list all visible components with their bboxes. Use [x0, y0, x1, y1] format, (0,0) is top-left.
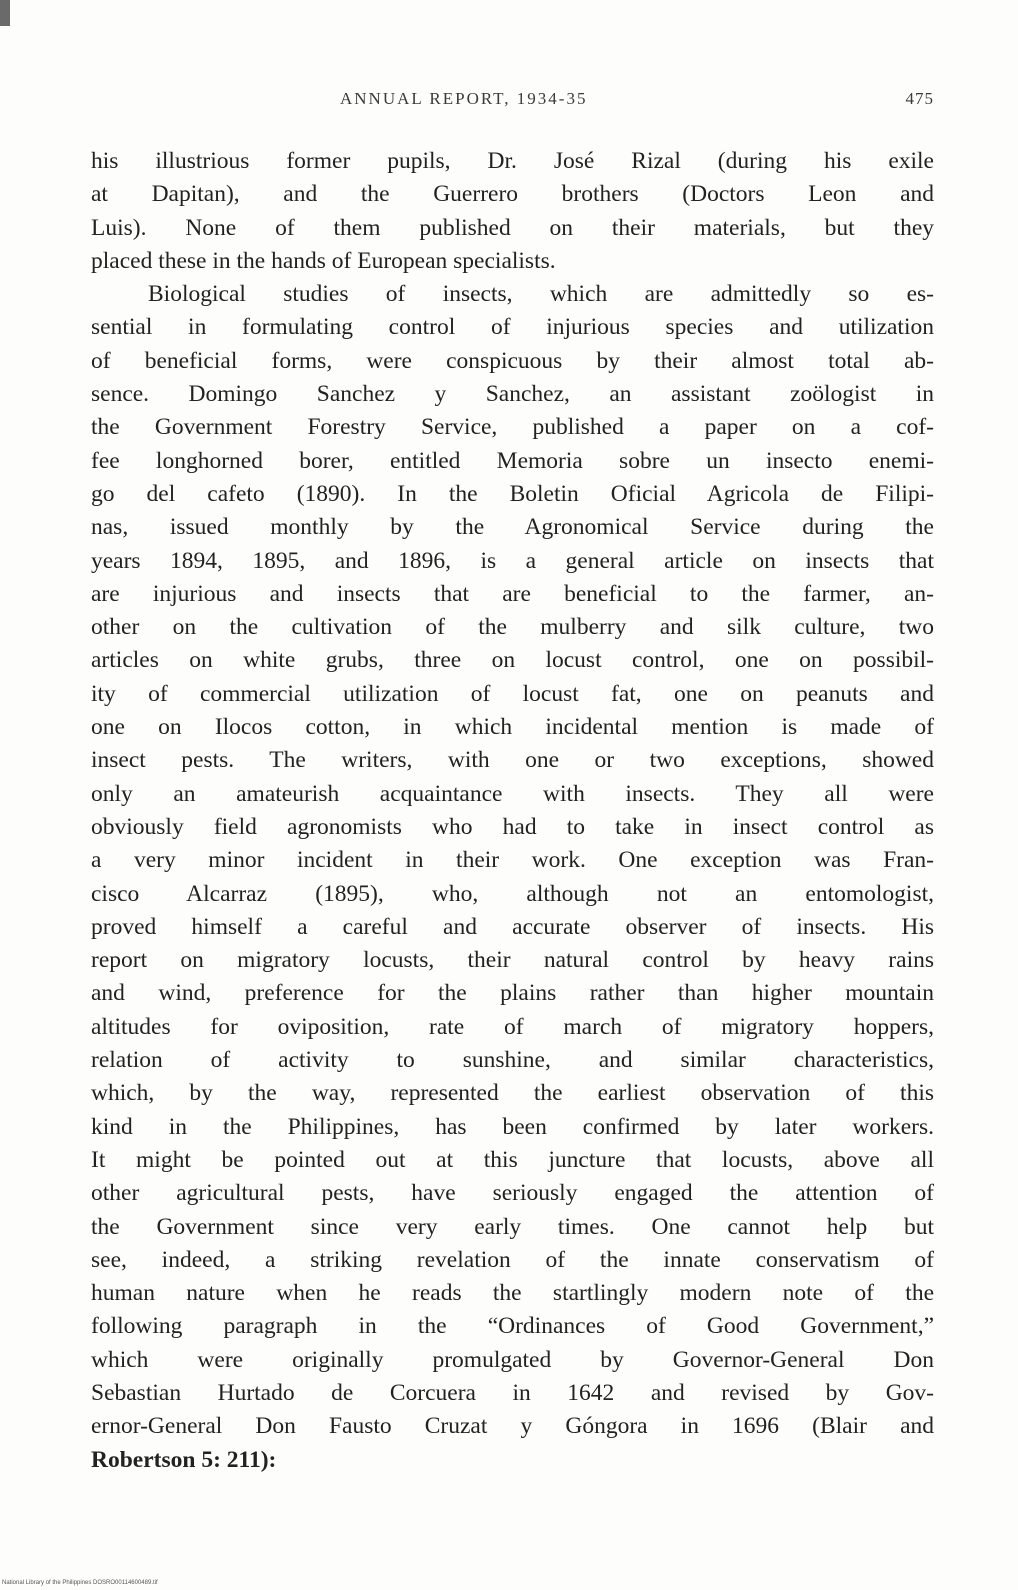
running-title: ANNUAL REPORT, 1934-35 — [340, 89, 588, 108]
text-line: other on the cultivation of the mulberry and silk culture, two — [91, 614, 934, 641]
text-line: see, indeed, a striking revelation of the innate conservatism of — [91, 1246, 934, 1273]
text-line: are injurious and insects that are beneficial to the farmer, an- — [91, 580, 934, 607]
text-line: other agricultural pests, have seriously engaged the attention of — [91, 1180, 934, 1207]
text-line: articles on white grubs, three on locust control, one on possibil- — [91, 647, 934, 674]
text-line: sence. Domingo Sanchez y Sanchez, an assistant zoölogist in — [91, 381, 934, 408]
text-line: sential in formulating control of injurious species and utilization — [91, 314, 934, 341]
page-number: 475 — [905, 89, 934, 108]
text-line: Luis). None of them published on their materials, but they — [91, 214, 934, 241]
text-line: a very minor incident in their work. One exception was Fran- — [91, 847, 934, 874]
text-line: Sebastian Hurtado de Corcuera in 1642 and revised by Gov- — [91, 1379, 934, 1406]
text-line: following paragraph in the “Ordinances of Good Government,” — [91, 1313, 934, 1340]
text-line: which were originally promulgated by Governor-General Don — [91, 1346, 934, 1373]
text-line: which, by the way, represented the earliest observation of this — [91, 1080, 934, 1107]
text-line: the Government since very early times. One cannot help but — [91, 1213, 934, 1240]
text-line: fee longhorned borer, entitled Memoria sobre un insecto enemi- — [91, 447, 934, 474]
text-line: ity of commercial utilization of locust fat, one on peanuts and — [91, 680, 934, 707]
text-line: proved himself a careful and accurate observer of insects. His — [91, 913, 934, 940]
text-line: go del cafeto (1890). In the Boletin Oficial Agricola de Filipi- — [91, 480, 934, 507]
text-line: It might be pointed out at this juncture that locusts, above all — [91, 1146, 934, 1173]
text-line: years 1894, 1895, and 1896, is a general article on insects that — [91, 547, 934, 574]
text-line: ernor-General Don Fausto Cruzat y Góngora in 1696 (Blair and — [91, 1413, 934, 1440]
text-line: nas, issued monthly by the Agronomical Service during the — [91, 514, 934, 541]
text-line: of beneficial forms, were conspicuous by their almost total ab- — [91, 347, 934, 374]
text-line: obviously field agronomists who had to take in insect control as — [91, 813, 934, 840]
text-line: at Dapitan), and the Guerrero brothers (Doctors Leon and — [91, 181, 934, 208]
text-line: cisco Alcarraz (1895), who, although not an entomologist, — [91, 880, 934, 907]
text-line: and wind, preference for the plains rather than higher mountain — [91, 980, 934, 1007]
text-line: his illustrious former pupils, Dr. José Rizal (during his exile — [91, 148, 934, 174]
text-line: placed these in the hands of European specialists. — [91, 247, 556, 274]
text-line: insect pests. The writers, with one or two exceptions, showed — [91, 747, 934, 774]
text-line: human nature when he reads the startlingly modern note of the — [91, 1280, 934, 1307]
scan-credit: National Library of the Philippines DOSRO00114600489.tif — [2, 1580, 158, 1586]
text-line: altitudes for oviposition, rate of march of migratory hoppers, — [91, 1013, 934, 1040]
text-line: only an amateurish acquaintance with insects. They all were — [91, 780, 934, 807]
text-line: the Government Forestry Service, published a paper on a cof- — [91, 414, 934, 441]
text-line: Biological studies of insects, which are admittedly so es- — [148, 281, 934, 308]
text-line: one on Ilocos cotton, in which incidental mention is made of — [91, 714, 934, 741]
running-header — [96, 89, 934, 113]
body-text — [91, 145, 934, 1477]
scan-edge-mark — [0, 0, 10, 26]
text-line: kind in the Philippines, has been confirmed by later workers. — [91, 1113, 934, 1140]
text-line: report on migratory locusts, their natural control by heavy rains — [91, 947, 934, 974]
text-line: Robertson 5: 211): — [91, 1446, 277, 1473]
text-line: relation of activity to sunshine, and similar characteristics, — [91, 1047, 934, 1074]
